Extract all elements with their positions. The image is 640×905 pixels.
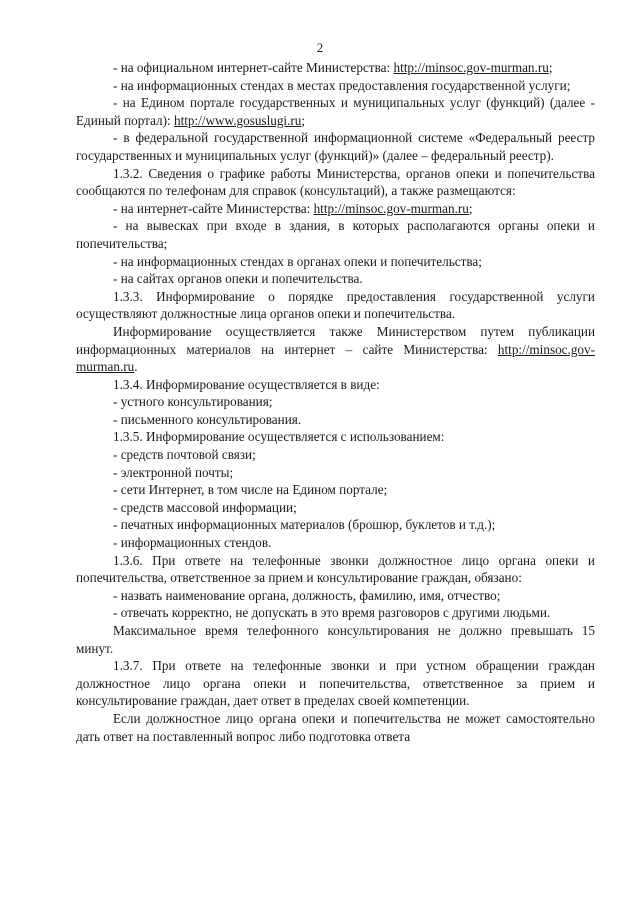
paragraph-text: - устного консультирования; [113,394,273,410]
paragraph [76,393,595,411]
url-link[interactable]: http://minsoc.gov-murman.ru [76,341,595,375]
paragraph-text: - на Едином портале государственных и муниципальных услуг (функций) (далее - Единый портал): [76,95,595,128]
paragraph-text: - на сайтах органов опеки и попечительства. [113,271,363,287]
url-link[interactable]: http://www.gosuslugi.ru [174,112,302,128]
paragraph [76,59,595,77]
paragraph-text: 1.3.6. При ответе на телефонные звонки должностное лицо органа опеки и попечительства, ответственное за прием и консультирование граждан, обязано: [76,552,595,586]
paragraph-text: . [134,359,138,375]
document-body [76,59,595,745]
paragraph [76,516,595,534]
paragraph-text: 1.3.4. Информирование осуществляется в виде: [113,376,380,392]
paragraph [76,552,595,587]
paragraph-text: - отвечать корректно, не допускать в это время разговоров с другими людьми. [113,605,551,621]
paragraph-text: - письменного консультирования. [113,411,302,427]
paragraph [76,165,595,200]
paragraph-text: - печатных информационных материалов (брошюр, буклетов и т.д.); [113,517,496,533]
paragraph [76,200,595,218]
paragraph [76,323,595,376]
paragraph-text: - на официальном интернет-сайте Министерства: [113,60,394,75]
paragraph [76,464,595,482]
paragraph-text: - на информационных стендах в органах опеки и попечительства; [113,253,482,269]
paragraph-text: Информирование осуществляется также Министерством путем публикации информационных материалов на интернет – сайте Министерства: [76,323,595,357]
paragraph-text: - назвать наименование органа, должность, фамилию, имя, отчество; [113,587,501,603]
paragraph [76,288,595,323]
paragraph-text: - сети Интернет, в том числе на Едином портале; [113,482,388,498]
paragraph [76,481,595,499]
paragraph-text: 1.3.7. При ответе на телефонные звонки и при устном обращении граждан должностное лицо органа опеки и попечительства, ответственное за прием и консультирование граждан, дает ответ в пределах своей компетенции. [76,658,595,709]
paragraph-text: Максимальное время телефонного консультирования не должно превышать 15 минут. [76,623,595,656]
paragraph-text: - средств массовой информации; [113,499,297,515]
paragraph [76,604,595,622]
paragraph [76,253,595,271]
paragraph-text: 1.3.5. Информирование осуществляется с использованием: [113,429,445,445]
paragraph-text: - электронной почты; [113,464,234,480]
paragraph [76,587,595,605]
paragraph-text: 1.3.3. Информирование о порядке предоставления государственной услуги осуществляют должностные лица органов опеки и попечительства. [76,288,595,322]
paragraph [76,446,595,464]
url-link[interactable]: http://minsoc.gov-murman.ru [313,200,469,216]
paragraph-text: ; [468,200,473,216]
paragraph-text: - на вывесках при входе в здания, в которых располагаются органы опеки и попечительства; [76,218,595,251]
paragraph-text: - на информационных стендах в местах предоставления государственной услуги; [113,77,571,93]
paragraph [76,710,595,745]
paragraph [76,94,595,129]
paragraph [76,270,595,288]
paragraph [76,499,595,517]
paragraph-text: Если должностное лицо органа опеки и попечительства не может самостоятельно дать ответ на поставленный вопрос либо подготовка ответа [76,710,595,744]
paragraph [76,376,595,394]
paragraph [76,657,595,710]
paragraph-text: - информационных стендов. [113,535,272,551]
url-link[interactable]: http://minsoc.gov-murman.ru [393,60,549,75]
paragraph [76,534,595,552]
page-number: 2 [316,40,324,55]
paragraph [76,77,595,95]
paragraph-text: - на интернет-сайте Министерства: [113,200,314,216]
paragraph-text: ; [301,112,306,128]
paragraph-text: - средств почтовой связи; [113,447,256,463]
paragraph [76,129,595,164]
paragraph [76,217,595,252]
paragraph [76,411,595,429]
paragraph-text: - в федеральной государственной информационной системе «Федеральный реестр государственных и муниципальных услуг (функций)» (далее – федеральный реестр). [76,130,595,163]
paragraph [76,428,595,446]
paragraph-text: 1.3.2. Сведения о графике работы Министерства, органов опеки и попечительства сообщаются по телефонам для справок (консультаций), а также размещаются: [76,165,595,199]
paragraph-text: ; [548,60,553,75]
paragraph [76,622,595,657]
